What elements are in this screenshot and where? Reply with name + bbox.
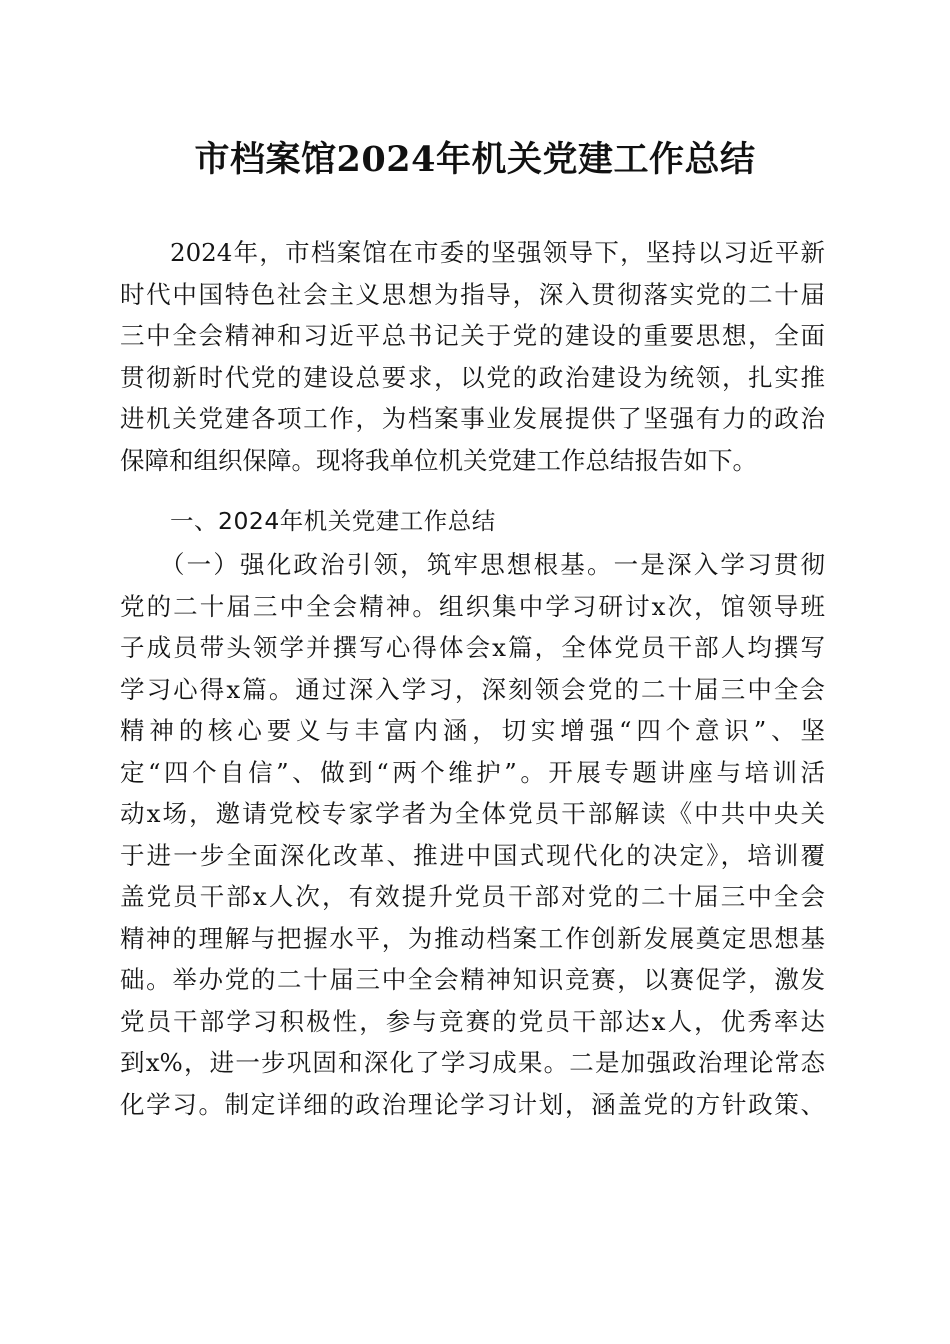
section-heading xyxy=(120,501,825,543)
intro-line: 进机关党建各项工作，为档案事业发展提供了坚强有力的政治 xyxy=(120,404,825,433)
section-line: 党员干部学习积极性，参与竞赛的党员干部达x人，优秀率达 xyxy=(120,1006,825,1036)
section-line: 础。举办党的二十届三中全会精神知识竞赛，以赛促学，激发 xyxy=(120,965,825,994)
section-line: 于进一步全面深化改革、推进中国式现代化的决定》，培训覆 xyxy=(120,840,825,870)
section-heading-text: 一、2024年机关党建工作总结 xyxy=(170,507,496,535)
intro-line: 时代中国特色社会主义思想为指导，深入贯彻落实党的二十届 xyxy=(120,279,825,309)
intro-paragraph xyxy=(120,232,825,481)
section-line: 盖党员干部x人次，有效提升党员干部对党的二十届三中全会 xyxy=(120,882,825,911)
intro-line: 三中全会精神和习近平总书记关于党的建设的重要思想，全面 xyxy=(120,321,825,350)
section-line: 动x场，邀请党校专家学者为全体党员干部解读《中共中央关 xyxy=(120,799,825,828)
section-line: 化学习。制定详细的政治理论学习计划，涵盖党的方针政策、 xyxy=(120,1089,825,1119)
section-line: 党的二十届三中全会精神。组织集中学习研讨x次，馆领导班 xyxy=(120,591,825,621)
section-line: （一）强化政治引领，筑牢思想根基。一是深入学习贯彻 xyxy=(160,550,825,579)
section-1-paragraph xyxy=(120,544,825,1125)
section-line: 定“四个自信”、做到“两个维护”。开展专题讲座与培训活 xyxy=(120,757,825,787)
section-line: 精神的核心要义与丰富内涵，切实增强“四个意识”、坚 xyxy=(120,716,825,745)
intro-line: 2024年，市档案馆在市委的坚强领导下，坚持以习近平新 xyxy=(170,238,825,267)
document-title: 市档案馆2024年机关党建工作总结 xyxy=(194,139,756,180)
section-line: 子成员带头领学并撰写心得体会x篇，全体党员干部人均撰写 xyxy=(120,633,825,662)
section-line: 精神的理解与把握水平，为推动档案工作创新发展奠定思想基 xyxy=(120,923,825,953)
section-line: 学习心得x篇。通过深入学习，深刻领会党的二十届三中全会 xyxy=(120,674,825,704)
section-line: 到x%，进一步巩固和深化了学习成果。二是加强政治理论常态 xyxy=(120,1048,825,1077)
intro-line: 贯彻新时代党的建设总要求，以党的政治建设为统领，扎实推 xyxy=(120,362,825,392)
intro-line: 保障和组织保障。现将我单位机关党建工作总结报告如下。 xyxy=(120,445,757,475)
